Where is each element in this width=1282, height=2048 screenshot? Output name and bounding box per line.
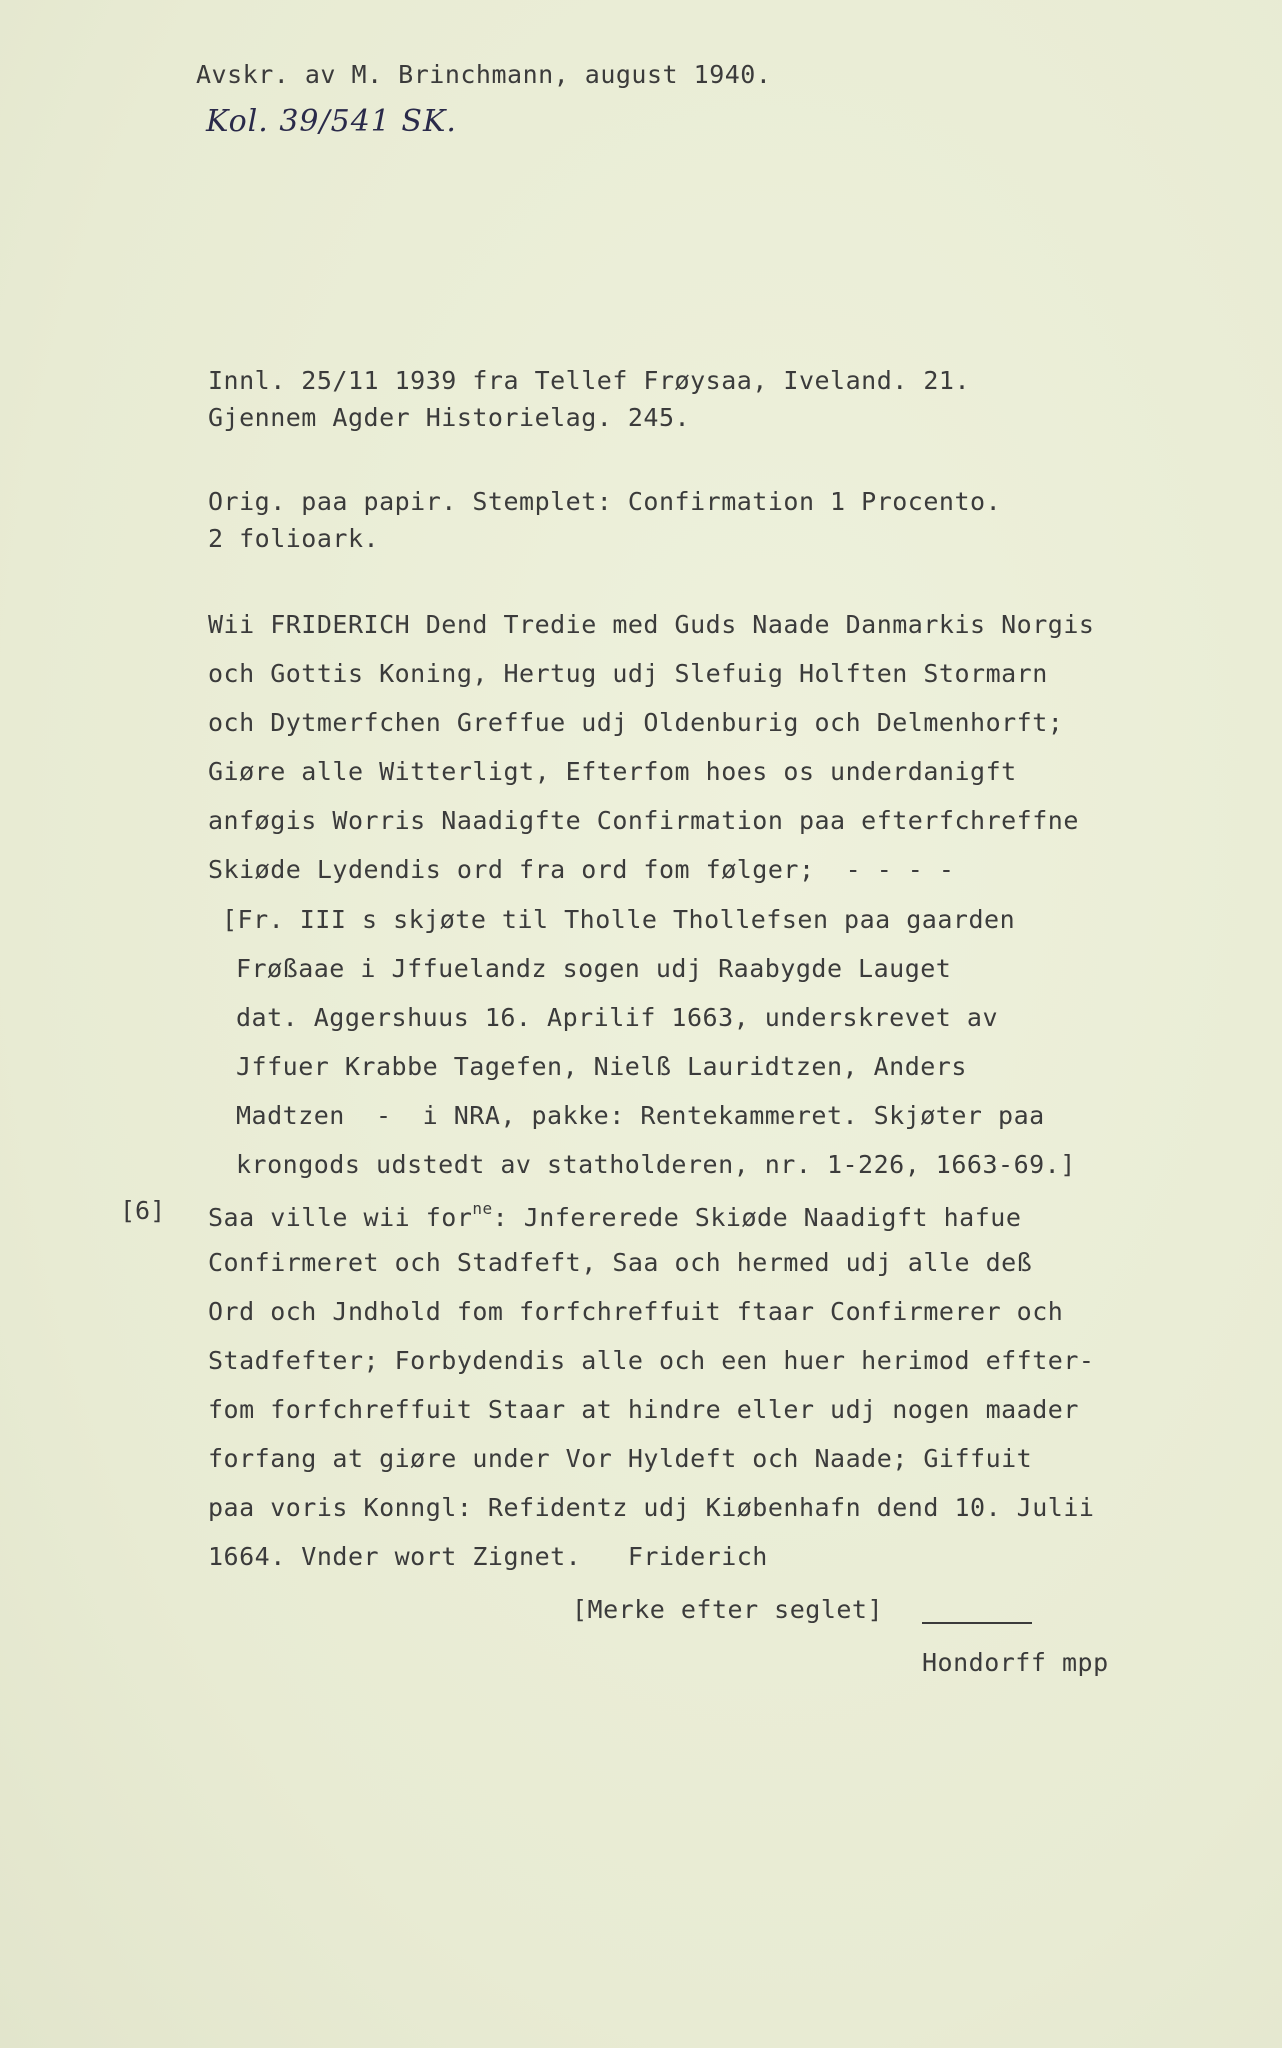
text-fragment: Saa ville wii for [208, 1203, 473, 1232]
body-line: och Gottis Koning, Hertug udj Slefuig Holften Stormarn [208, 659, 1048, 688]
body-line: Giøre alle Witterligt, Efterfom hoes os underdanigft [208, 757, 1017, 786]
editorial-note-line: dat. Aggershuus 16. Aprilif 1663, underskrevet av [236, 1003, 999, 1032]
body-line: anføgis Worris Naadigfte Confirmation paa efterfchreffne [208, 806, 1079, 835]
superscript: ne [472, 1199, 493, 1218]
signature-rule [922, 1622, 1032, 1624]
intro-line-3: Orig. paa papir. Stemplet: Confirmation 1 Procento. [208, 487, 1002, 516]
intro-line-1: Innl. 25/11 1939 fra Tellef Frøysaa, Iveland. 21. [208, 366, 971, 395]
body-line: 1664. Vnder wort Zignet. Friderich [208, 1542, 768, 1571]
body-line: fom forfchreffuit Staar at hindre eller udj nogen maader [208, 1395, 1079, 1424]
intro-line-4: 2 folioark. [208, 524, 380, 553]
body-line: Stadfefter; Forbydendis alle och een huer herimod effter- [208, 1346, 1095, 1375]
body-line: och Dytmerfchen Greffue udj Oldenburig och Delmenhorft; [208, 708, 1064, 737]
editorial-note-line: krongods udstedt av statholderen, nr. 1-226, 1663-69.] [236, 1150, 1076, 1179]
handwritten-reference: Kol. 39/541 SK. [206, 104, 457, 139]
text-fragment: : Jnfererede Skiøde Naadigft hafue [492, 1203, 1022, 1232]
editorial-note-line: Frøßaae i Jffuelandz sogen udj Raabygde Lauget [236, 954, 952, 983]
body-line [208, 1199, 1021, 1232]
countersignature: Hondorff mpp [922, 1648, 1109, 1677]
transcription-note: Avskr. av M. Brinchmann, august 1940. [196, 60, 772, 89]
body-line: paa voris Konngl: Refidentz udj Kiøbenhafn dend 10. Julii [208, 1493, 1095, 1522]
editorial-note-line: [Fr. III s skjøte til Tholle Thollefsen paa gaarden [222, 905, 1016, 934]
body-line: Skiøde Lydendis ord fra ord fom følger; - - - - [208, 855, 955, 884]
body-line: Ord och Jndhold fom forfchreffuit ftaar Confirmerer och [208, 1297, 1064, 1326]
body-line: Confirmeret och Stadfeft, Saa och hermed udj alle deß [208, 1248, 1033, 1277]
editorial-note-line: Madtzen - i NRA, pakke: Rentekammeret. Skjøter paa [236, 1101, 1045, 1130]
seal-note: [Merke efter seglet] [572, 1595, 884, 1624]
intro-line-2: Gjennem Agder Historielag. 245. [208, 403, 691, 432]
body-line: Wii FRIDERICH Dend Tredie med Guds Naade Danmarkis Norgis [208, 610, 1095, 639]
body-line: forfang at giøre under Vor Hyldeft och Naade; Giffuit [208, 1444, 1033, 1473]
page-marker: [6] [120, 1196, 166, 1225]
editorial-note-line: Jffuer Krabbe Tagefen, Nielß Lauridtzen, Anders [236, 1052, 967, 1081]
